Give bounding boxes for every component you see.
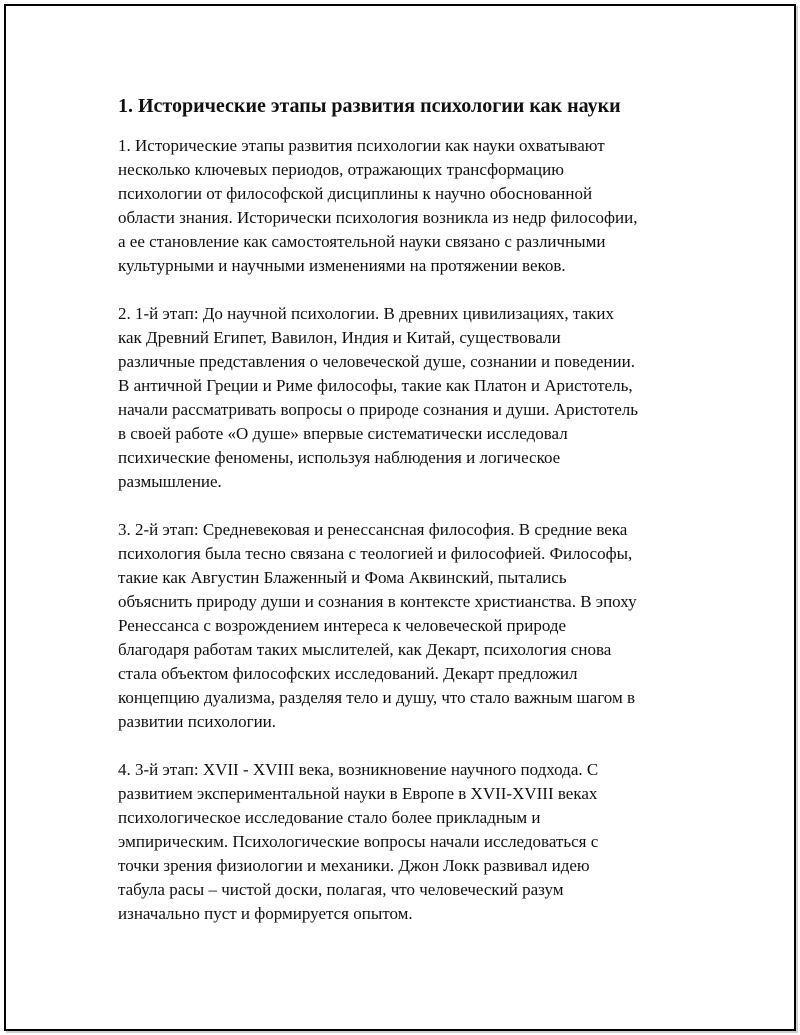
text-line: объяснить природу души и сознания в контексте христианства. В эпоху [118,592,637,611]
text-line: области знания. Исторически психология возникла из недр философии, [118,208,638,227]
paragraph-list [118,134,690,926]
text-line: благодаря работам таких мыслителей, как Декарт, психология снова [118,640,612,659]
text-line: психологии от философской дисциплины к научно обоснованной [118,184,593,203]
text-line: психология была тесно связана с теологией и философией. Философы, [118,544,633,563]
text-line: стала объектом философских исследований. Декарт предложил [118,664,578,683]
text-line: в своей работе «О душе» впервые систематически исследовал [118,424,568,443]
paragraph-2 [118,302,690,494]
text-line: психологическое исследование стало более прикладным и [118,808,541,827]
text-line: В античной Греции и Риме философы, такие как Платон и Аристотель, [118,376,633,395]
text-line: 4. 3-й этап: XVII - XVIII века, возникновение научного подхода. С [118,760,599,779]
document-body [118,92,690,950]
text-line: а ее становление как самостоятельной науки связано с различными [118,232,606,251]
text-line: 1. Исторические этапы развития психологии как науки охватывают [118,136,605,155]
text-line: 3. 2-й этап: Средневековая и ренессансная философия. В средние века [118,520,628,539]
text-line: культурными и научными изменениями на протяжении веков. [118,256,566,275]
paragraph-1 [118,134,690,278]
text-line: 2. 1-й этап: До научной психологии. В древних цивилизациях, таких [118,304,614,323]
text-line: несколько ключевых периодов, отражающих трансформацию [118,160,564,179]
document-title: 1. Исторические этапы развития психологии как науки [118,95,621,117]
text-line: Ренессанса с возрождением интереса к человеческой природе [118,616,567,635]
paragraph-3 [118,518,690,734]
text-line: табула расы – чистой доски, полагая, что человеческий разум [118,880,564,899]
text-line: точки зрения физиологии и механики. Джон Локк развивал идею [118,856,590,875]
text-line: концепцию дуализма, разделяя тело и душу, что стало важным шагом в [118,688,635,707]
text-line: размышление. [118,472,222,491]
text-line: развитии психологии. [118,712,277,731]
text-line: эмпирическим. Психологические вопросы начали исследоваться с [118,832,599,851]
text-line: различные представления о человеческой душе, сознании и поведении. [118,352,635,371]
text-line: начали рассматривать вопросы о природе сознания и души. Аристотель [118,400,639,419]
text-line: развитием экспериментальной науки в Европе в XVII-XVIII веках [118,784,598,803]
text-line: психические феномены, используя наблюдения и логическое [118,448,561,467]
text-line: изначально пуст и формируется опытом. [118,904,413,923]
paragraph-4 [118,758,690,926]
text-line: такие как Августин Блаженный и Фома Аквинский, пытались [118,568,567,587]
text-line: как Древний Египет, Вавилон, Индия и Китай, существовали [118,328,561,347]
